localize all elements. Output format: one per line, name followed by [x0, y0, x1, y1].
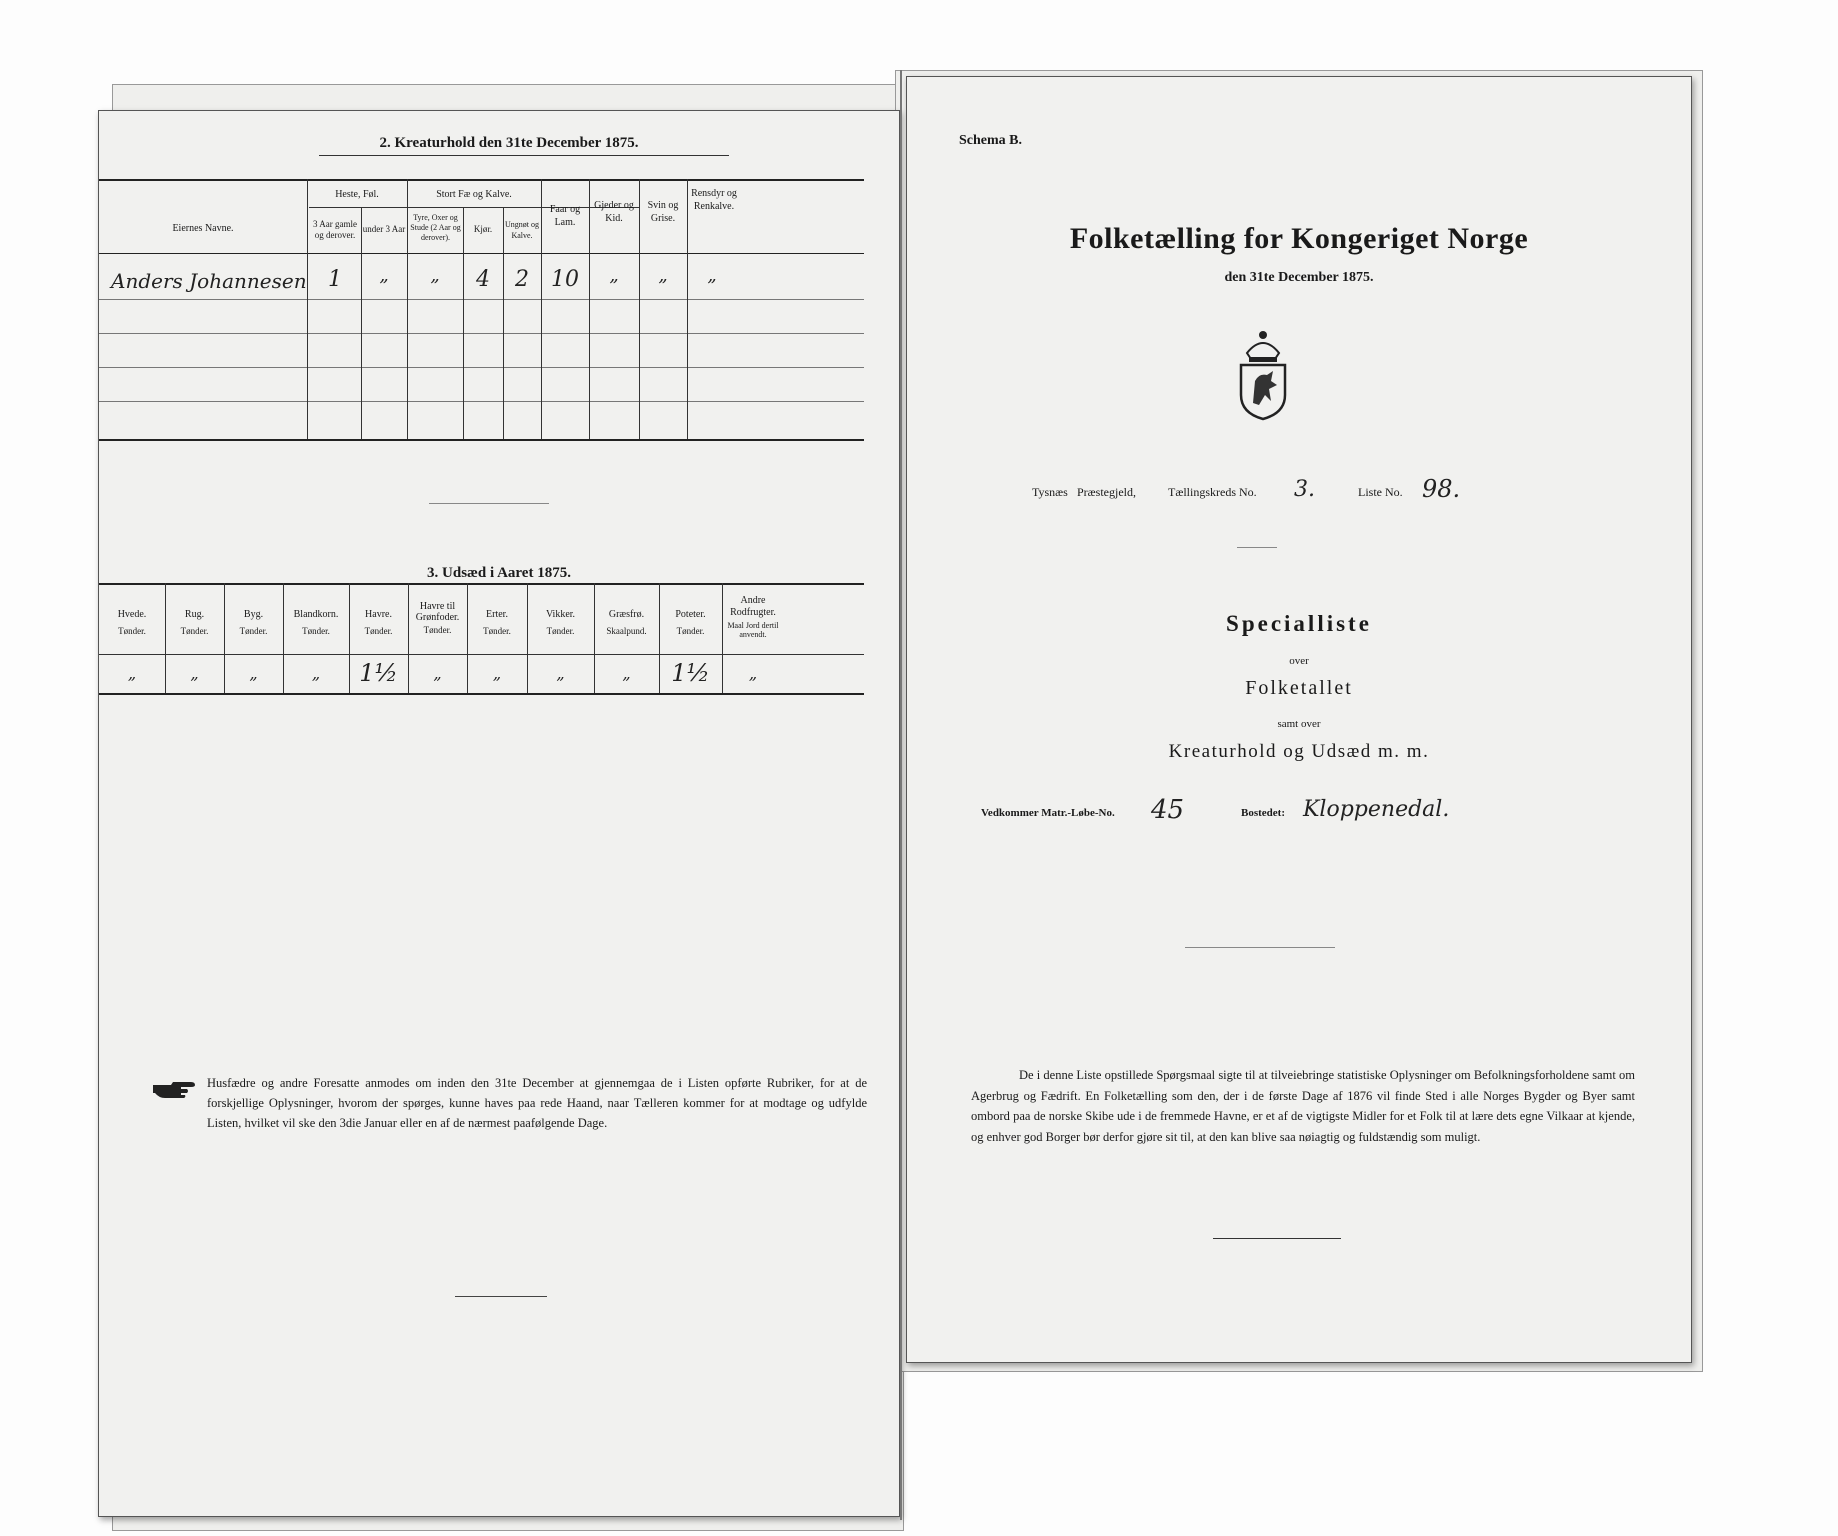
col-goats: Gjeder og Kid. — [594, 200, 634, 224]
val-horse-young: „ — [379, 265, 389, 286]
val-bulls: „ — [430, 265, 440, 286]
parish-line — [1032, 475, 1632, 509]
matr-line — [981, 797, 1661, 831]
bosted-value: Kloppenedal. — [1303, 797, 1450, 822]
col-havre-gronfoder: Havre til Grønfoder. Tønder. — [415, 601, 460, 635]
divider — [1185, 947, 1335, 948]
col-horse-young: under 3 Aar — [362, 224, 406, 234]
val-pigs: „ — [658, 265, 668, 286]
col-graesfro: Græsfrø. Skaalpund. — [606, 609, 647, 636]
col-hvede: Hvede. Tønder. — [117, 609, 147, 636]
section3-title: 3. Udsæd i Aaret 1875. — [427, 565, 571, 581]
col-pigs: Svin og Grise. — [647, 200, 679, 224]
col-blandkorn: Blandkorn. Tønder. — [293, 609, 339, 636]
col-bulls: Tyre, Oxer og Stude (2 Aar og derover). — [410, 213, 461, 242]
over-text: over — [1289, 655, 1309, 667]
val-hvede: „ — [127, 664, 137, 683]
col-byg: Byg. Tønder. — [239, 609, 268, 636]
val-erter: „ — [492, 664, 502, 683]
val-havre-gronfoder: „ — [433, 664, 442, 683]
owner-name: Anders Johannesen — [111, 269, 307, 293]
col-andre-rodfrugter: Andre Rodfrugter. Maal Jord dertil anvendt. — [727, 595, 779, 639]
val-havre: 1½ — [359, 659, 398, 687]
col-reindeer: Rensdyr og Renkalve. — [691, 188, 737, 212]
col-young-cattle: Ungnøt og Kalve. — [505, 220, 539, 240]
list-label: Liste No. — [1358, 485, 1403, 499]
col-cows: Kjør. — [473, 224, 493, 234]
parish-label: Præstegjeld, — [1077, 485, 1136, 499]
instructions-note: Husfædre og andre Foresatte anmodes om inden den 31te December at gjennemgaa de i Listen opførte Rubriker, for at de forskjellige Oplysninger, hvorom der spørges, kunne haves paa rede Haand, naar Tælleren kommer for at modtage og udfylde Listen, hvilket vil ske den 3die Januar eller en af de nærmest paafølgende Dage. — [207, 1076, 867, 1130]
coat-of-arms-icon — [1233, 325, 1293, 421]
val-graesfro: „ — [622, 664, 631, 683]
bottom-rule — [1213, 1238, 1341, 1239]
pointing-hand-icon — [151, 1079, 197, 1099]
district-value: 3. — [1294, 477, 1315, 502]
val-young-cattle: 2 — [515, 267, 529, 292]
kreaturhold-subheading: Kreaturhold og Udsæd m. m. — [1168, 741, 1430, 762]
census-explanation: De i denne Liste opstillede Spørgsmaal sigte til at tilveiebringe statistiske Oplysninger om Befolkningsforholdene samt om Agerbrug og Fædrift. En Folketælling som den, der i de første Dage af 1876 vil finde Sted i alle Norges Bygder og Byer samt ombord paa de norske Skibe ude i de fremmede Havne, er et af de vigtigste Midler for et Folk til at lære dets egne Vilkaar at kjende, og enhver god Borger bør derfor gjøre sit til, at den kan blive saa nøiagtig og fuldstændig som muligt. — [971, 1068, 1635, 1144]
val-reindeer: „ — [707, 265, 717, 286]
val-poteter: 1½ — [671, 659, 710, 687]
census-date: den 31te December 1875. — [1224, 270, 1374, 285]
col-horse-old: 3 Aar gamle og derover. — [313, 219, 357, 240]
right-page — [906, 76, 1692, 1363]
parish-name: Tysnæs — [1032, 485, 1068, 499]
col-erter: Erter. Tønder. — [483, 609, 511, 636]
val-goats: „ — [609, 265, 619, 286]
val-horse-old: 1 — [328, 267, 342, 292]
list-value: 98. — [1422, 475, 1461, 503]
district-label: Tællingskreds No. — [1168, 485, 1257, 499]
matr-value: 45 — [1151, 795, 1185, 825]
samt-over-text: samt over — [1277, 718, 1321, 730]
left-page — [98, 110, 900, 1517]
val-rug: „ — [190, 664, 199, 683]
specialliste-heading: Specialliste — [1226, 611, 1372, 636]
bosted-label: Bostedet: — [1241, 807, 1285, 819]
matr-label: Vedkommer Matr.-Løbe-No. — [981, 807, 1115, 819]
census-title: Folketælling for Kongeriget Norge — [1069, 222, 1529, 255]
val-andre-rodfrugter: „ — [748, 664, 758, 683]
spine — [900, 70, 902, 1520]
divider — [429, 503, 549, 504]
val-cows: 4 — [476, 267, 490, 292]
col-poteter: Poteter. Tønder. — [675, 609, 706, 636]
section2-title: 2. Kreaturhold den 31te December 1875. — [379, 135, 639, 151]
col-havre: Havre. Tønder. — [364, 609, 393, 636]
val-blandkorn: „ — [311, 664, 321, 683]
col-vikker: Vikker. Tønder. — [545, 609, 576, 636]
val-byg: „ — [249, 664, 258, 683]
group-horses: Heste, Føl. — [335, 189, 379, 200]
group-cattle: Stort Fæ og Kalve. — [436, 189, 512, 200]
col-owner: Eiernes Navne. — [172, 223, 234, 234]
col-rug: Rug. Tønder. — [180, 609, 209, 636]
rule — [319, 155, 729, 156]
bottom-rule — [455, 1296, 547, 1297]
folketallet-text: Folketallet — [1245, 677, 1353, 699]
val-vikker: „ — [556, 664, 565, 683]
col-sheep: Faar og Lam. — [549, 204, 581, 228]
divider — [1237, 547, 1277, 548]
val-sheep: 10 — [551, 267, 579, 292]
schema-label: Schema B. — [959, 133, 1022, 148]
